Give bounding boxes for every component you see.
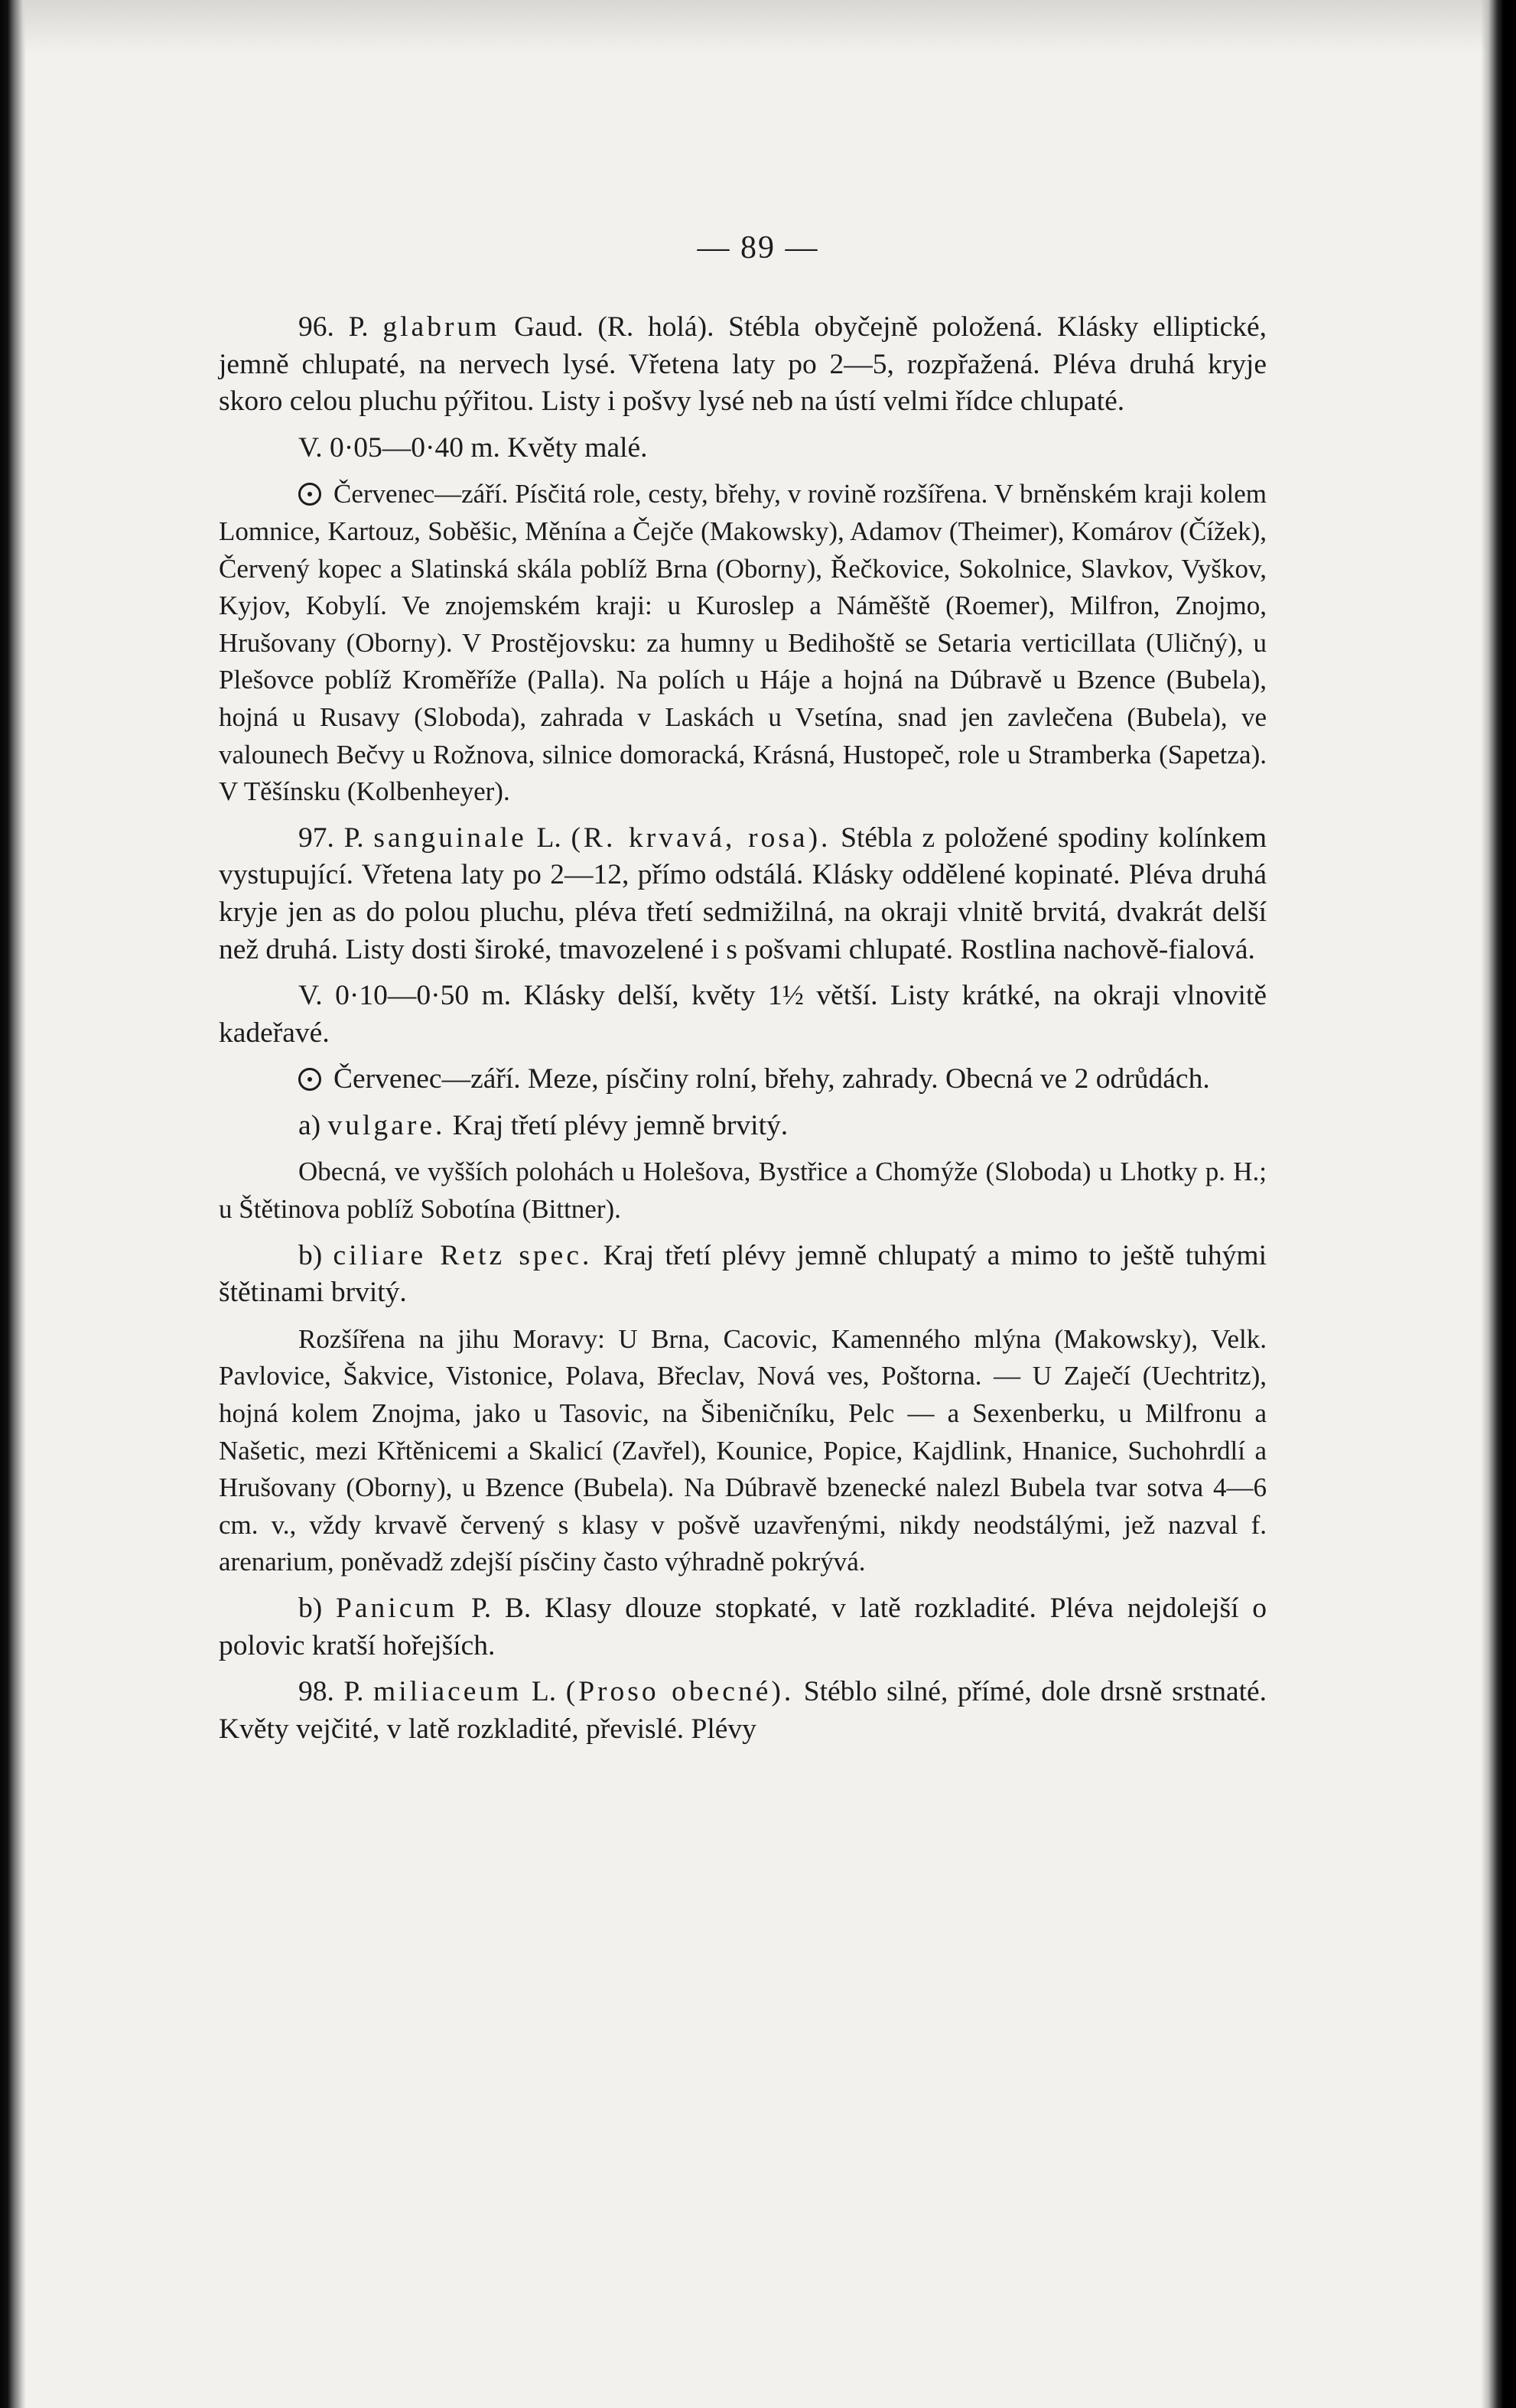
page-number: — 89 — xyxy=(697,230,819,265)
entry-97-author: L. xyxy=(536,822,561,854)
entry-97-description xyxy=(219,820,1267,968)
entry-96-distribution-text: Červenec—září. Písčitá role, cesty, břehy, v rovině rozšířena. V brněnském kraji kolem Lomnice, Kartouz, Soběšic, Měnína a Čejče (Makowsky), Adamov (Theimer), Komárov (Čížek), Červený kopec a Slatinská skála poblíž Brna (Oborny), Řečkovice, Sokolnice, Slavkov, Vyškov, Kyjov, Kobylí. Ve znojemském kraji: u Kuroslep a Náměště (Roemer), Milfron, Znojmo, Hrušovany (Oborny). V Prostějovsku: za humny u Bedihoště se Setaria verticillata (Uličný), u Plešovce poblíž Kroměříže (Palla). Na polích u Háje a hojná na Dúbravě u Bzence (Bubela), hojná u Rusavy (Sloboda), zahrada v Laskách u Vsetína, snad jen zavlečena (Bubela), ve valounech Bečvy u Rožnova, silnice domoracká, Krásná, Hustopeč, role u Stramberka (Sapetza). V Těšínsku (Kolbenheyer). xyxy=(219,479,1267,807)
entry-98-text: Stéblo silné, přímé, dole drsně srstnaté. Květy vejčité, v latě rozkladité, převislé. Plévy xyxy=(219,1676,1267,1745)
entry-96-distribution xyxy=(219,476,1267,810)
annual-symbol-icon xyxy=(298,483,321,506)
variety-b xyxy=(219,1238,1267,1312)
scan-shadow-left xyxy=(0,0,26,2408)
scan-shadow-top xyxy=(0,0,1516,54)
entry-96-czech-name: (R. holá). xyxy=(597,311,714,343)
entry-96-size: V. 0·05—0·40 m. Květy malé. xyxy=(298,431,648,464)
entry-96-number: 96. P. xyxy=(298,311,369,343)
variety-b-distribution: Rozšířena na jihu Moravy: U Brna, Cacovic, Kamenného mlýna (Makowsky), Velk. Pavlovice, Šakvice, Vistonice, Polava, Břeclav, Nová ves, Poštorna. — U Zaječí (Uechtritz), hojná kolem Znojma, jako u Tasovic, na Šibeničníku, Pelc — a Sexenberku, u Milfronu a Našetic, mezi Křtěnicemi a Skalicí (Zavřel), Kounice, Popice, Kajdlink, Hnanice, Suchohrdlí a Hrušovany (Oborny), u Bzence (Bubela). Na Dúbravě bzenecké nalezl Bubela tvar sotva 4—6 cm. v., vždy krvavě červený s klasy v pošvě uzavřenými, nikdy neodstálými, jež nazval f. arenarium, poněvadž zdejší písčiny často výhradně pokrývá. xyxy=(219,1323,1267,1577)
entry-98-czech-name: (Proso obecné). xyxy=(565,1676,795,1708)
entry-96-text: Stébla obyčejně položená. Klásky elliptické, jemně chlupaté, na nervech lysé. Vřetena laty po 2—5, rozpřažená. Pléva druhá kryje skoro celou pluchu pýřitou. Listy i pošvy lysé neb na ústí velmi řídce chlupaté. xyxy=(219,311,1267,418)
entry-97-number: 97. P. xyxy=(298,822,364,854)
section-panicum-desc: Klasy dlouze stopkaté, v latě rozkladité. Pléva nejdolejší o polovic kratší hořejších. xyxy=(219,1593,1267,1661)
variety-b-desc: Kraj třetí plévy jemně chlupatý a mimo to ještě tuhými štětinami brvitý. xyxy=(219,1239,1267,1309)
variety-a-distribution: Obecná, ve vyšších polohách u Holešova, Bystřice a Chomýže (Sloboda) u Lhotky p. H.; u Štětinova poblíž Sobotína (Bittner). xyxy=(219,1157,1267,1225)
entry-97-czech-name: (R. krvavá, rosa). xyxy=(571,822,831,854)
entry-96-latin-name: glabrum xyxy=(382,311,500,343)
entry-97-distribution-text: Červenec—září. Meze, písčiny rolní, břehy, zahrady. Obecná ve 2 odrůdách. xyxy=(333,1063,1210,1095)
variety-a-label: a) xyxy=(298,1109,321,1141)
entry-98-latin-name: miliaceum xyxy=(373,1676,522,1708)
entry-96-author: Gaud. xyxy=(514,311,584,343)
page-body xyxy=(219,309,1267,1757)
section-panicum-label: b) xyxy=(298,1593,323,1624)
annual-symbol-icon xyxy=(298,1068,321,1091)
entry-98-author: L. xyxy=(531,1676,557,1708)
entry-97-size: V. 0·10—0·50 m. Klásky delší, květy 1½ větší. Listy krátké, na okraji vlnovitě kadeřavé. xyxy=(219,980,1267,1049)
variety-b-label: b) xyxy=(298,1239,323,1271)
entry-98-number: 98. P. xyxy=(298,1676,364,1708)
variety-b-name: ciliare Retz spec. xyxy=(333,1239,593,1271)
entry-97-text: Stébla z položené spodiny kolínkem vystupující. Vřetena laty po 2—12, přímo odstálá. Klásky oddělené kopinaté. Pléva druhá kryje jen as do polou pluchu, pléva třetí sedmižilná, na okraji vlnitě brvitá, dvakrát delší než druhá. Listy dosti široké, tmavozelené i s pošvami chlupaté. Rostlina nachově-fialová. xyxy=(219,822,1267,965)
entry-96-description xyxy=(219,309,1267,421)
variety-a-name: vulgare. xyxy=(327,1109,446,1141)
entry-97-distribution xyxy=(219,1061,1267,1098)
variety-a-desc: Kraj třetí plévy jemně brvitý. xyxy=(445,1109,789,1141)
entry-97-latin-name: sanguinale xyxy=(373,822,527,854)
variety-a xyxy=(219,1108,1267,1145)
section-panicum-name: Panicum xyxy=(336,1593,458,1624)
section-panicum-author: P. B. xyxy=(471,1593,532,1624)
entry-98-description xyxy=(219,1674,1267,1748)
scan-shadow-right xyxy=(1481,0,1516,2408)
section-panicum xyxy=(219,1590,1267,1664)
